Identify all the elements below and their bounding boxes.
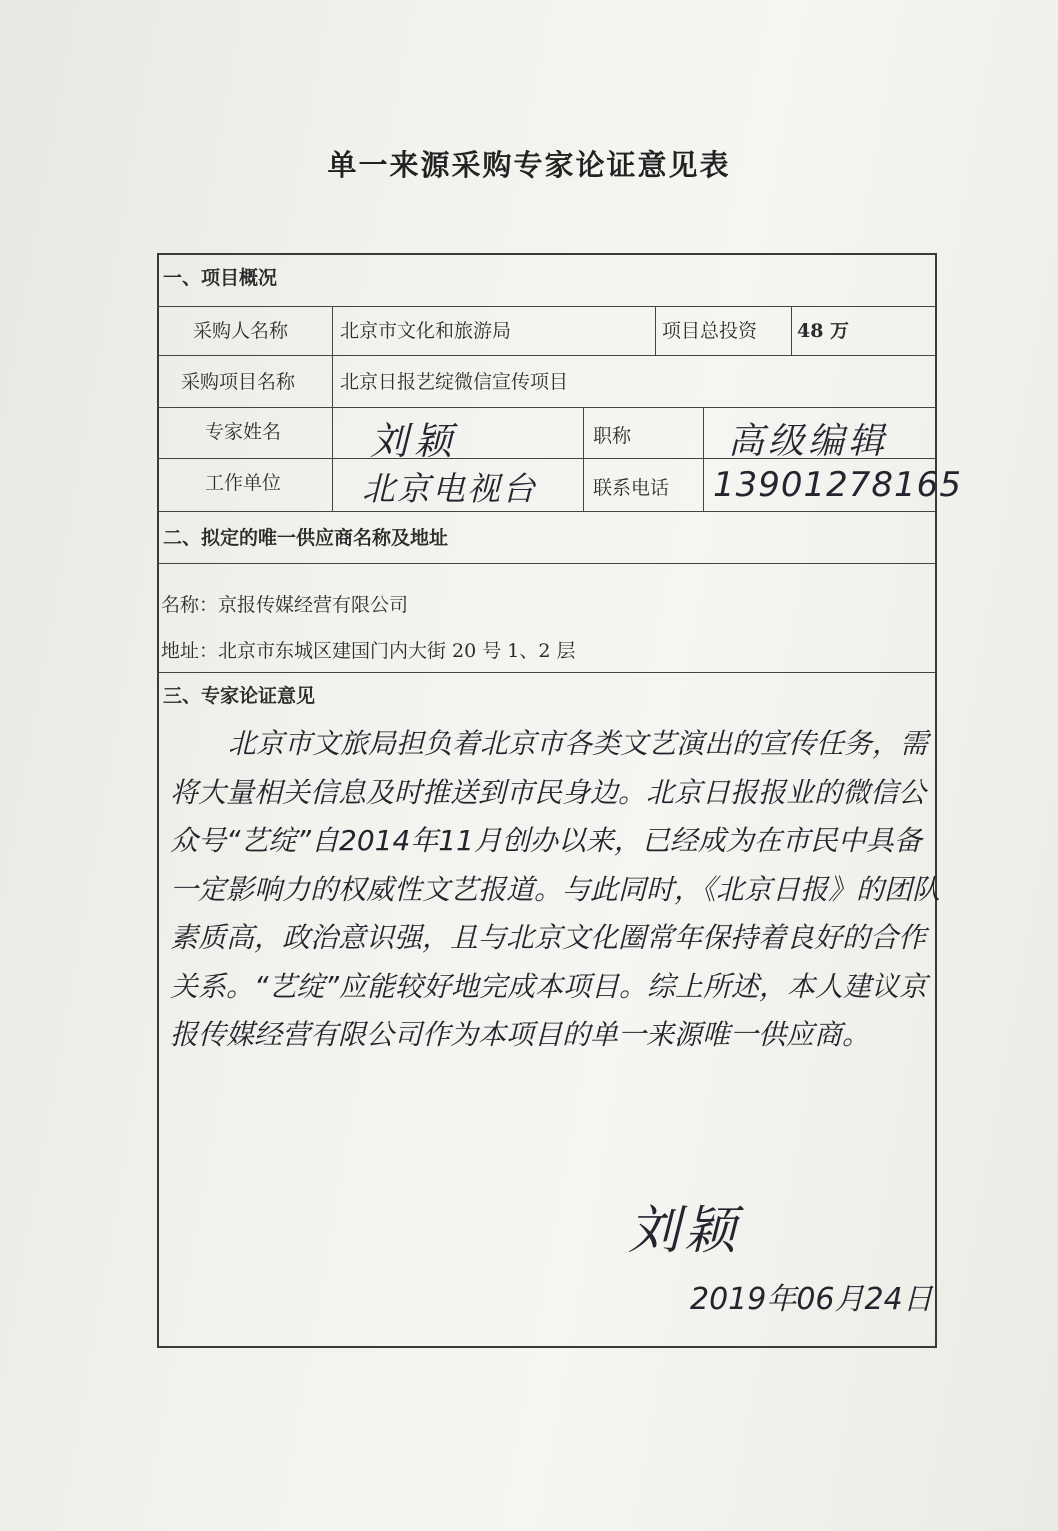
- row-divider: [157, 672, 937, 673]
- column-divider: [703, 407, 704, 511]
- form-title: 单一来源采购专家论证意见表: [327, 148, 731, 182]
- expert-opinion-handwritten: [170, 720, 940, 1060]
- row-divider: [157, 355, 937, 356]
- employer-label: 工作单位: [205, 472, 282, 494]
- title-handwritten: 高级编辑: [728, 421, 889, 462]
- title-label: 职称: [593, 425, 632, 447]
- investment-label: 项目总投资: [662, 320, 758, 342]
- section3-heading: 三、专家论证意见: [163, 685, 316, 707]
- row-divider: [157, 407, 937, 408]
- project-label: 采购项目名称: [181, 371, 296, 393]
- employer-handwritten: 北京电视台: [362, 469, 537, 508]
- project-value: 北京日报艺绽微信宣传项目: [340, 371, 569, 393]
- opinion-text: 北京市文旅局担负着北京市各类文艺演出的宣传任务，需将大量相关信息及时推送到市民身边。北京日报报业的微信公众号“艺绽”自2014年11月创办以来，已经成为在市民中具备一定影响力的权威性文艺报道。与此同时，《北京日报》的团队素质高，政治意识强，且与北京文化圈常年保持着良好的合作关系。“艺绽”应能较好地完成本项目。综上所述，本人建议京报传媒经营有限公司作为本项目的单一来源唯一供应商。: [170, 727, 941, 1051]
- section2-heading: 二、拟定的唯一供应商名称及地址: [163, 527, 449, 549]
- expert-name-label: 专家姓名: [205, 421, 282, 443]
- purchaser-label: 采购人名称: [193, 320, 289, 342]
- phone-handwritten: 13901278165: [713, 465, 962, 505]
- purchaser-value: 北京市文化和旅游局: [340, 320, 512, 342]
- signature-handwritten: 刘颖: [628, 1201, 741, 1261]
- column-divider: [655, 306, 656, 355]
- row-divider: [157, 306, 937, 307]
- column-divider: [791, 306, 792, 355]
- row-divider: [157, 563, 937, 564]
- supplier-address: 地址：北京市东城区建国门内大街 20 号 1、2 层: [161, 640, 576, 662]
- section1-heading: 一、项目概况: [163, 267, 278, 289]
- signature-date: 2019年06月24日: [690, 1282, 933, 1317]
- investment-value: 48 万: [797, 320, 850, 342]
- column-divider: [332, 306, 333, 511]
- column-divider: [583, 407, 584, 511]
- phone-label: 联系电话: [593, 477, 670, 499]
- expert-name-handwritten: 刘颖: [370, 419, 459, 463]
- row-divider: [157, 511, 937, 512]
- supplier-name: 名称：京报传媒经营有限公司: [161, 594, 409, 616]
